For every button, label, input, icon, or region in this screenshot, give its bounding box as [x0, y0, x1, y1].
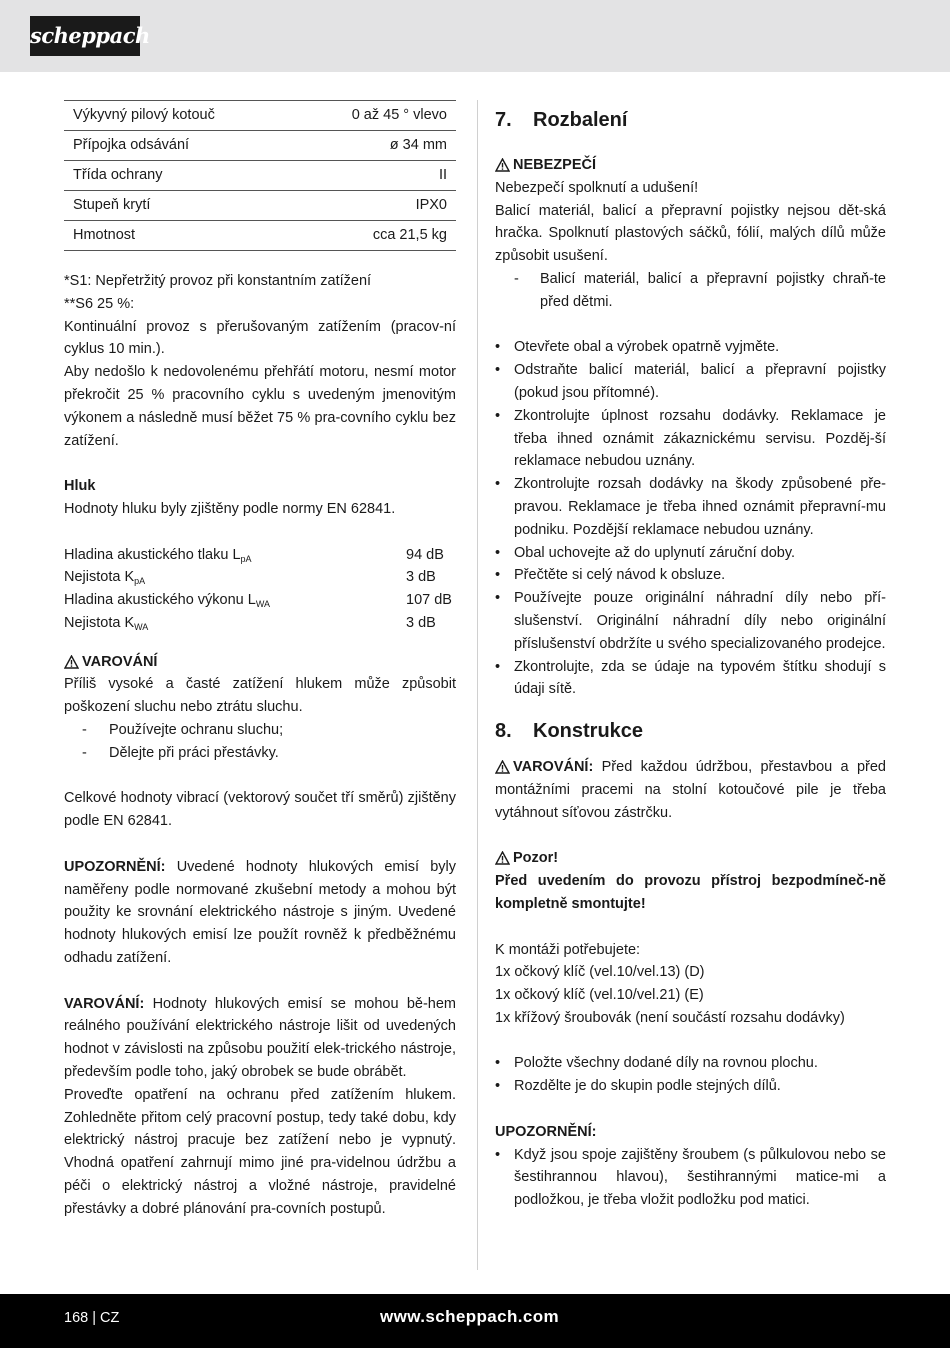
- noise-heading: Hluk: [64, 478, 96, 495]
- protection-measures: Proveďte opatření na ochranu před zatížením hlukem. Zohledněte přitom celý pracovní postup, tedy také dobu, kdy elektrický nástroj pracuje bez zatížení nebo je vypnutý. Vhodná opatření zahrnují mimo jiné pra-videlnou údržbu a péči o elektrický nástroj a vložné nástroje, pravidelné přestávky a dobré plánování pra-covních postupů.: [64, 1086, 456, 1217]
- noise-intro: Hodnoty hluku byly zjištěny podle normy EN 62841.: [64, 500, 396, 517]
- noise-row: [64, 589, 456, 612]
- spec-label: Přípojka odsávání: [73, 137, 190, 153]
- warning-text: Příliš vysoké a časté zatížení hlukem může způsobit poškození sluchu nebo ztrátu sluchu.: [64, 676, 456, 716]
- vibration-text: Celkové hodnoty vibrací (vektorový součet tří směrů) zjištěny podle EN 62841.: [64, 790, 456, 830]
- tools-intro: K montáži potřebujete:: [495, 941, 641, 958]
- bullet-icon: •: [495, 1146, 501, 1163]
- spec-table: [64, 100, 456, 251]
- tool-item: 1x očkový klíč (vel.10/vel.21) (E): [495, 987, 704, 1004]
- list-item: • Odstraňte balicí materiál, balicí a přepravní pojistky (pokud jsou přítomné).: [495, 359, 886, 405]
- noise-value: 3 dB: [406, 614, 436, 631]
- spec-value: cca 21,5 kg: [372, 227, 447, 243]
- assembly-list: [495, 1052, 886, 1098]
- bullet-icon: •: [495, 407, 501, 424]
- list-item: • Když jsou spoje zajištěny šroubem (s půlkulovou nebo se šestihrannou hlavou), šestihrannými matice-mi a podložkou, je třeba vložit podložku pod matici.: [495, 1144, 886, 1212]
- danger-line: Nebezpečí spolknutí a udušení!: [495, 179, 699, 196]
- noise-row: [64, 612, 456, 635]
- bullet-icon: •: [495, 567, 501, 584]
- noise-label: Hladina akustického tlaku L: [64, 546, 241, 563]
- column-divider: [477, 100, 478, 1270]
- header-bar: [0, 0, 950, 72]
- noise-label: Hladina akustického výkonu L: [64, 592, 256, 609]
- footer-bar: [0, 1294, 950, 1348]
- noise-row: [64, 544, 456, 567]
- list-item: • Používejte pouze originální náhradní díly nebo pří-slušenství. Originální náhradní díly nebo originální příslušenství obdržíte u svého specializovaného prodejce.: [495, 587, 886, 655]
- section-8-heading: 8. Konstrukce: [495, 720, 644, 743]
- spec-value: II: [438, 167, 447, 183]
- spec-row: [64, 131, 456, 161]
- s6-label: **S6 25 %:: [64, 295, 135, 312]
- note-heading: UPOZORNĚNÍ:: [495, 1123, 597, 1140]
- scheppach-logo: scheppach: [30, 16, 140, 56]
- list-item: • Rozdělte je do skupin podle stejných dílů.: [495, 1075, 886, 1098]
- list-item: • Přečtěte si celý návod k obsluze.: [495, 564, 886, 587]
- emission-note: UPOZORNĚNÍ: Uvedené hodnoty hlukových emisí byly naměřeny podle normované zkušební metody a mohou být použity ke srovnání elektrického nástroje s jiným. Uvedené hodnoty hlukových emisí lze použít rovněž k předběžnému odhadu zatížení.: [64, 858, 456, 966]
- noise-subscript: WA: [255, 599, 271, 610]
- noise-label: Nejistota K: [64, 569, 135, 586]
- noise-subscript: pA: [240, 553, 252, 564]
- spec-label: Hmotnost: [73, 227, 136, 243]
- s6-description: Kontinuální provoz s přerušovaným zatížením (pracov-ní cyklus 10 min.).: [64, 318, 456, 358]
- attention-heading: Pozor!: [495, 847, 886, 870]
- list-item: • Položte všechny dodané díly na rovnou plochu.: [495, 1052, 886, 1075]
- noise-subscript: WA: [134, 621, 149, 632]
- spec-row: [64, 221, 456, 251]
- s1-note: *S1: Nepřetržitý provoz při konstantním zatížení: [64, 273, 372, 289]
- bullet-icon: •: [495, 1078, 501, 1095]
- list-item: • Zkontrolujte úplnost rozsahu dodávky. Reklamace je třeba ihned oznámit zákaznickému servisu. Pozděj-ší reklamace nebudou uznány.: [495, 405, 886, 473]
- warning-item: - Používejte ochranu sluchu;: [82, 721, 284, 738]
- bullet-icon: •: [495, 658, 501, 675]
- noise-subscript: pA: [134, 576, 146, 587]
- s6-description-2: Aby nedošlo k nedovolenému přehřátí motoru, nesmí motor překročit 25 % pracovního cyklu s uvedeným jmenovitým výkonem a následně musí běžet 75 % pra-covního cyklu bez zatížení.: [64, 364, 456, 449]
- danger-text: Balicí materiál, balicí a přepravní pojistky nejsou dět-ská hračka. Spolknutí plastových sáčků, fólií, malých dílů může způsobit usušení.: [495, 202, 886, 265]
- list-item: • Obal uchovejte až do uplynutí záruční doby.: [495, 542, 886, 565]
- warning-item: - Dělejte při práci přestávky.: [82, 744, 279, 761]
- bullet-icon: •: [495, 339, 501, 356]
- left-column: [64, 100, 456, 1220]
- spec-row: [64, 191, 456, 221]
- section-7-heading: 7. Rozbalení: [495, 109, 628, 131]
- construction-warning: VAROVÁNÍ: Před každou údržbou, přestavbou a před montážními pracemi na stolní kotoučové pile je třeba vytáhnout síťovou zástrčku.: [495, 759, 886, 821]
- bullet-icon: •: [495, 1055, 501, 1072]
- right-column: [495, 100, 886, 1212]
- list-item: • Zkontrolujte rozsah dodávky na škody způsobené pře-pravou. Reklamace je třeba ihned oznámit přepravní-mu podniku. Pozdější reklamace nebudou uznány.: [495, 473, 886, 541]
- spec-label: Stupeň krytí: [73, 197, 151, 213]
- attention-text: Před uvedením do provozu přístroj bezpodmíneč-ně kompletně smontujte!: [495, 873, 886, 912]
- spec-value: 0 až 45 ° vlevo: [351, 107, 447, 123]
- spec-row: [64, 161, 456, 191]
- noise-value: 94 dB: [406, 546, 444, 563]
- bullet-icon: •: [495, 476, 501, 493]
- tool-item: 1x křížový šroubovák (není součástí rozsahu dodávky): [495, 1009, 845, 1026]
- spec-label: Výkyvný pilový kotouč: [73, 107, 215, 123]
- bullet-icon: •: [495, 362, 501, 379]
- danger-heading: NEBEZPEČÍ: [495, 154, 886, 177]
- noise-values: [64, 544, 456, 635]
- warning-heading: VAROVÁNÍ: [64, 651, 456, 674]
- noise-value: 107 dB: [406, 592, 452, 609]
- noise-value: 3 dB: [406, 569, 436, 586]
- bullet-icon: •: [495, 590, 501, 607]
- spec-row: [64, 101, 456, 131]
- noise-label: Nejistota K: [64, 614, 135, 631]
- list-item: • Otevřete obal a výrobek opatrně vyjměte.: [495, 336, 886, 359]
- website-url: www.scheppach.com: [380, 1307, 560, 1326]
- noise-row: [64, 566, 456, 589]
- tool-item: 1x očkový klíč (vel.10/vel.13) (D): [495, 964, 705, 981]
- emission-warning: VAROVÁNÍ: Hodnoty hlukových emisí se mohou bě-hem reálného používání elektrického nástroje lišit od uvedených hodnot v závislosti na způsobu použití elek-trického nástroje, především podle toho, jaký obrobek se bude obrábět.: [64, 995, 456, 1080]
- spec-label: Třída ochrany: [73, 167, 163, 183]
- danger-item: - Balicí materiál, balicí a přepravní pojistky chraň-te před dětmi.: [514, 270, 886, 310]
- unpack-list: [495, 336, 886, 701]
- list-item: • Zkontrolujte, zda se údaje na typovém štítku shodují s údaji sítě.: [495, 656, 886, 702]
- page-number: 168 | CZ: [64, 1310, 120, 1326]
- spec-value: ø 34 mm: [389, 137, 447, 153]
- bullet-icon: •: [495, 544, 501, 561]
- spec-value: IPX0: [415, 197, 447, 213]
- note-list: [495, 1144, 886, 1212]
